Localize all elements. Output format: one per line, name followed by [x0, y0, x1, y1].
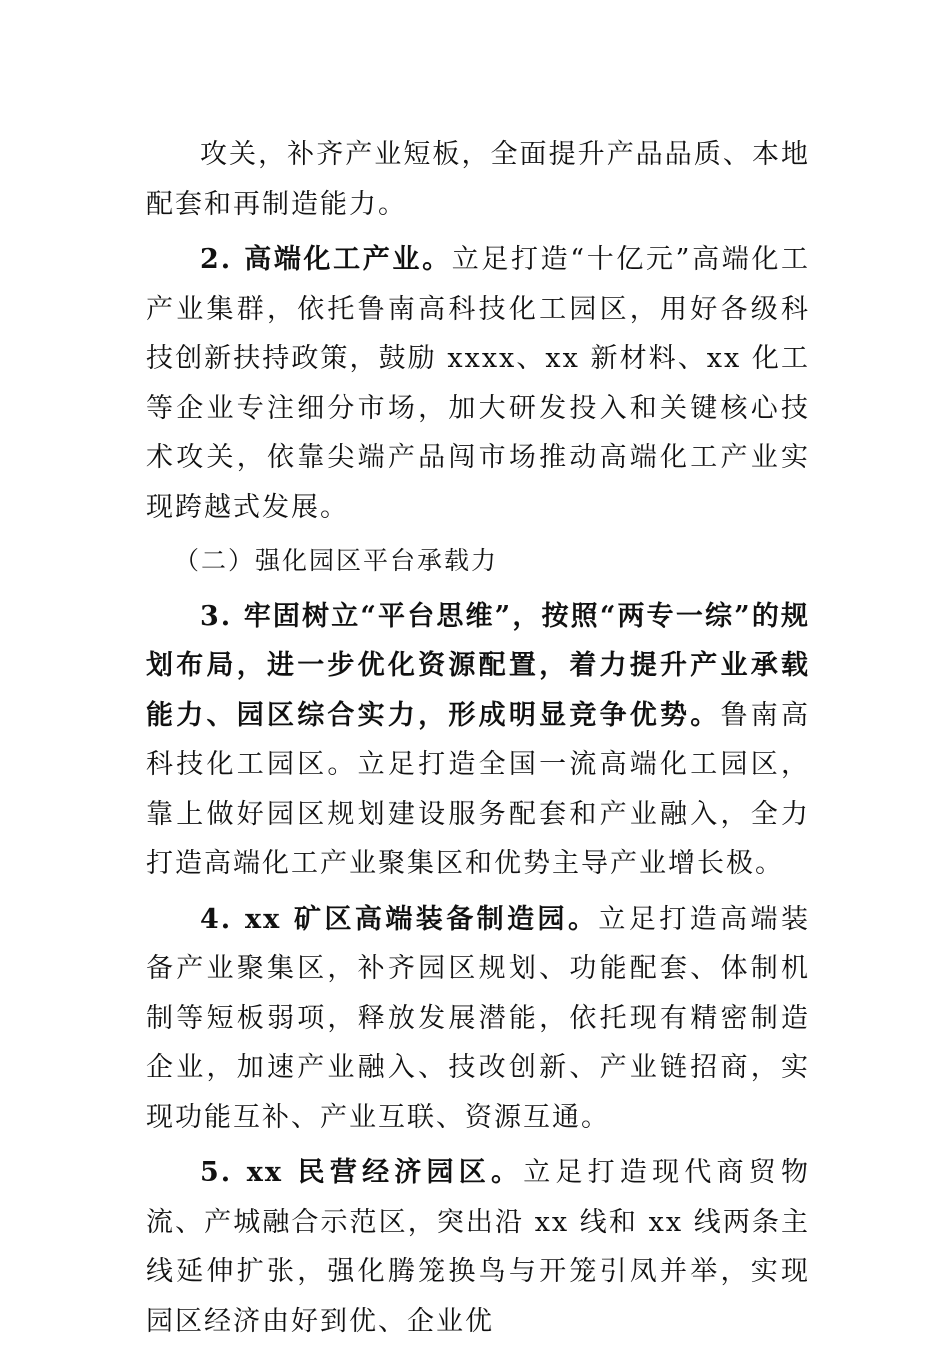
- paragraph-heading: 2. 高端化工产业。: [200, 244, 452, 275]
- paragraph-private-economy-park: [146, 1148, 810, 1346]
- section-heading: [146, 536, 810, 586]
- paragraph-high-end-chemical: [146, 235, 810, 532]
- paragraph-heading: 3. 牢固树立“平台思维”，按照“两专一综”的规划布局，进一步优化资源配置，着力提升产业承载能力、园区综合实力，形成明显竞争优势。: [146, 600, 810, 731]
- paragraph-heading: 4. xx 矿区高端装备制造园。: [200, 903, 599, 935]
- document-page: [146, 130, 810, 1346]
- section-heading-text: （二）强化园区平台承载力: [174, 546, 499, 575]
- paragraph-text: 立足打造“十亿元”高端化工产业集群，依托鲁南高科技化工园区，用好各级科技创新扶持政策，鼓励 xxxx、xx 新材料、xx 化工等企业专注细分市场，加大研发投入和关键核心技术攻关，依靠尖端产品闯市场推动高端化工产业实现跨越式发展。: [146, 244, 811, 523]
- paragraph-text: 立足打造高端装备产业聚集区，补齐园区规划、功能配套、体制机制等短板弱项，释放发展潜能，依托现有精密制造企业，加速产业融入、技改创新、产业链招商，实现功能互补、产业互联、资源互通。: [146, 903, 810, 1133]
- paragraph-text: 立足打造现代商贸物流、产城融合示范区，突出沿 xx 线和 xx 线两条主线延伸扩张，强化腾笼换鸟与开笼引凤并举，实现园区经济由好到优、企业优: [146, 1157, 810, 1337]
- paragraph-platform-thinking: [146, 592, 810, 889]
- paragraph-continuation: [146, 130, 810, 229]
- paragraph-heading: 5. xx 民营经济园区。: [200, 1157, 524, 1188]
- paragraph-equipment-park: [146, 895, 810, 1143]
- paragraph-text: 鲁南高科技化工园区。立足打造全国一流高端化工园区，靠上做好园区规划建设服务配套和产业融入，全力打造高端化工产业聚集区和优势主导产业增长极。: [146, 699, 811, 879]
- paragraph-text: 攻关，补齐产业短板，全面提升产品品质、本地配套和再制造能力。: [146, 139, 810, 220]
